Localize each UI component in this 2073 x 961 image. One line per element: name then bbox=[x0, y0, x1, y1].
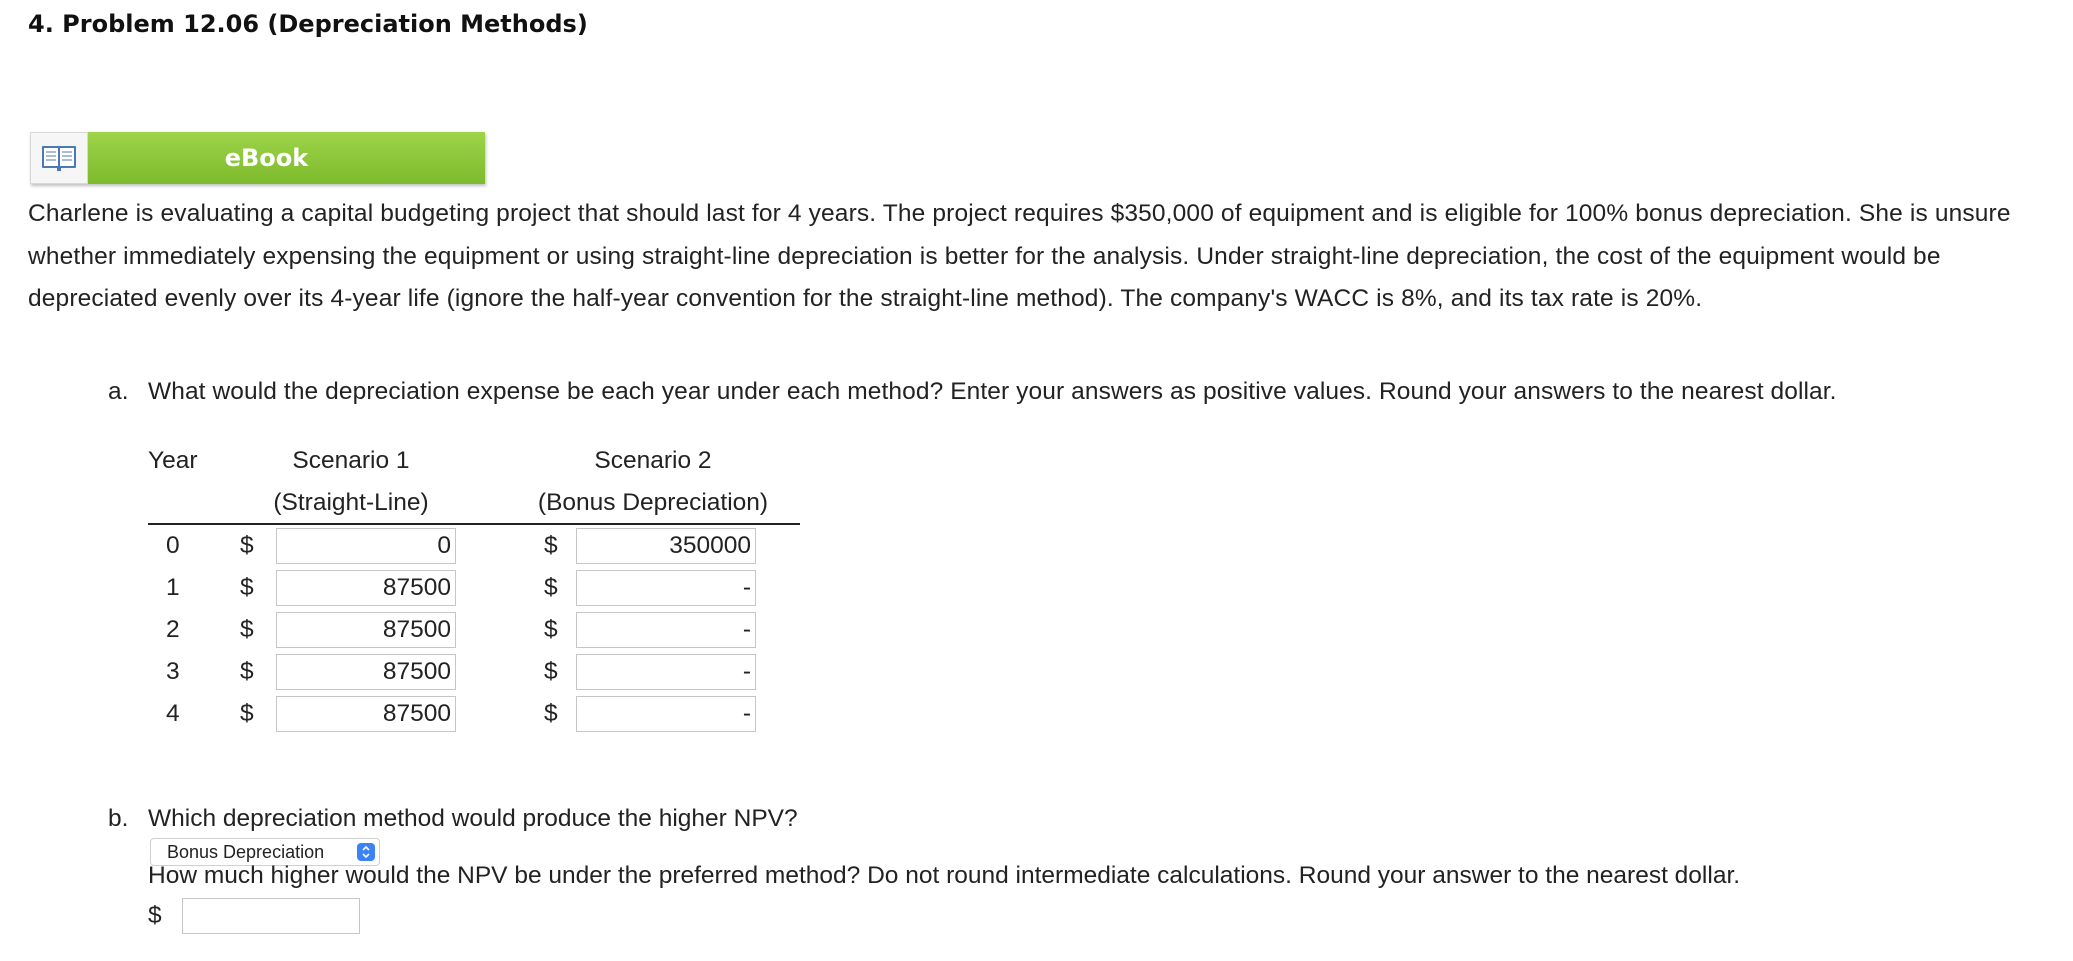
part-a-text: What would the depreciation expense be each year under each method? Enter your answers as positive values. Round your answers to the nearest dollar. bbox=[148, 378, 1837, 405]
npv-currency-symbol: $ bbox=[148, 902, 162, 929]
ebook-button[interactable] bbox=[30, 132, 485, 184]
scenario1-subheader: (Straight-Line) bbox=[273, 489, 429, 516]
straight-line-input-year-3[interactable] bbox=[276, 654, 456, 690]
chevron-updown-icon bbox=[357, 843, 375, 861]
year-cell: 1 bbox=[166, 574, 180, 601]
currency-symbol: $ bbox=[240, 658, 254, 685]
bonus-input-year-2[interactable] bbox=[576, 612, 756, 648]
straight-line-input-year-1[interactable] bbox=[276, 570, 456, 606]
year-header: Year bbox=[148, 447, 198, 474]
straight-line-input-year-4[interactable] bbox=[276, 696, 456, 732]
currency-symbol: $ bbox=[240, 616, 254, 643]
year-cell: 3 bbox=[166, 658, 180, 685]
straight-line-input-year-2[interactable] bbox=[276, 612, 456, 648]
npv-difference-question: How much higher would the NPV be under the preferred method? Do not round intermediate calculations. Round your answer to the nearest dollar. bbox=[148, 862, 1741, 889]
bonus-input-year-0[interactable] bbox=[576, 528, 756, 564]
currency-symbol: $ bbox=[240, 574, 254, 601]
part-a-question bbox=[108, 378, 1837, 406]
currency-symbol: $ bbox=[544, 616, 558, 643]
currency-symbol: $ bbox=[240, 700, 254, 727]
ebook-label: eBook bbox=[88, 132, 485, 184]
part-b-question bbox=[108, 805, 798, 833]
problem-title: 4. Problem 12.06 (Depreciation Methods) bbox=[28, 10, 588, 38]
currency-symbol: $ bbox=[544, 658, 558, 685]
scenario1-header: Scenario 1 bbox=[292, 447, 410, 474]
bonus-input-year-4[interactable] bbox=[576, 696, 756, 732]
currency-symbol: $ bbox=[544, 700, 558, 727]
header-divider bbox=[148, 523, 800, 525]
year-cell: 0 bbox=[166, 532, 180, 559]
currency-symbol: $ bbox=[240, 532, 254, 559]
method-select-value: Bonus Depreciation bbox=[167, 841, 325, 862]
bonus-input-year-3[interactable] bbox=[576, 654, 756, 690]
book-icon bbox=[30, 132, 88, 184]
npv-difference-input[interactable] bbox=[182, 898, 360, 934]
year-cell: 4 bbox=[166, 700, 180, 727]
part-b-text: Which depreciation method would produce the higher NPV? bbox=[148, 805, 798, 832]
year-cell: 2 bbox=[166, 616, 180, 643]
scenario2-header: Scenario 2 bbox=[594, 447, 712, 474]
currency-symbol: $ bbox=[544, 532, 558, 559]
straight-line-input-year-0[interactable] bbox=[276, 528, 456, 564]
bonus-input-year-1[interactable] bbox=[576, 570, 756, 606]
scenario2-subheader: (Bonus Depreciation) bbox=[537, 489, 769, 516]
part-a-letter: a. bbox=[108, 378, 129, 405]
currency-symbol: $ bbox=[544, 574, 558, 601]
part-b-letter: b. bbox=[108, 805, 129, 832]
problem-intro: Charlene is evaluating a capital budgeting project that should last for 4 years. The project requires $350,000 of equipment and is eligible for 100% bonus depreciation. She is unsure whether immediately expensing the equipment or using straight-line depreciation is better for the analysis. Under straight-line depreciation, the cost of the equipment would be depreciated evenly over its 4-year life (ignore the half-year convention for the straight-line method). The company's WACC is 8%, and its tax rate is 20%. bbox=[28, 200, 2011, 312]
